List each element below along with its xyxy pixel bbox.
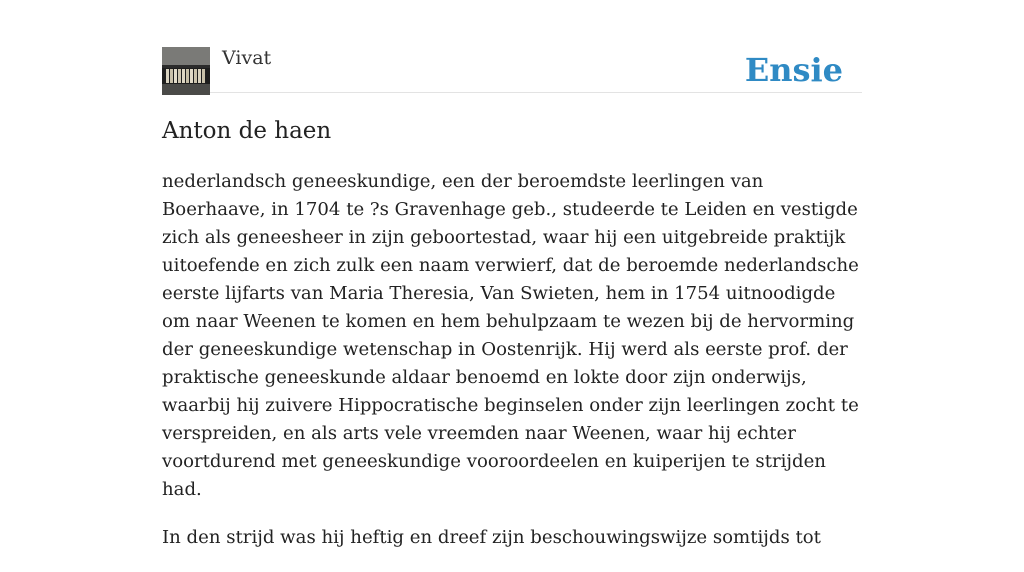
article-body <box>162 168 866 572</box>
article-page <box>162 0 862 548</box>
paragraph: In den strijd was hij heftig en dreef zijn beschouwingswijze somtijds tot <box>162 527 821 548</box>
author-avatar[interactable] <box>162 47 210 95</box>
author-name[interactable]: Vivat <box>222 47 272 69</box>
paragraph: nederlandsch geneeskundige, een der beroemdste leerlingen van Boerhaave, in 1704 te ?s Gravenhage geb., studeerde te Leiden en vestigde zich als geneesheer in zijn geboortestad, waar hij een uitgebreide praktijk uitoefende en zich zulk een naam verwierf, dat de beroemde nederlandsche eerste lijfarts van Maria Theresia, Van Swieten, hem in 1754 uitnoodigde om naar Weenen te komen en hem behulpzaam te wezen bij de hervorming der geneeskundige wetenschap in Oostenrijk. Hij werd als eerste prof. der praktische geneeskunde aldaar benoemd en lokte door zijn onderwijs, waarbij hij zuivere Hippocratische beginselen onder zijn leerlingen zocht te verspreiden, en als arts vele vreemden naar Weenen, waar hij echter voortdurend met geneeskundige vooroordeelen en kuiperijen te strijden had. <box>162 171 859 500</box>
bookshelf-avatar-icon <box>162 47 210 95</box>
brand-logo[interactable]: Ensie <box>744 51 843 89</box>
header <box>162 0 862 93</box>
article-title: Anton de haen <box>162 118 332 144</box>
